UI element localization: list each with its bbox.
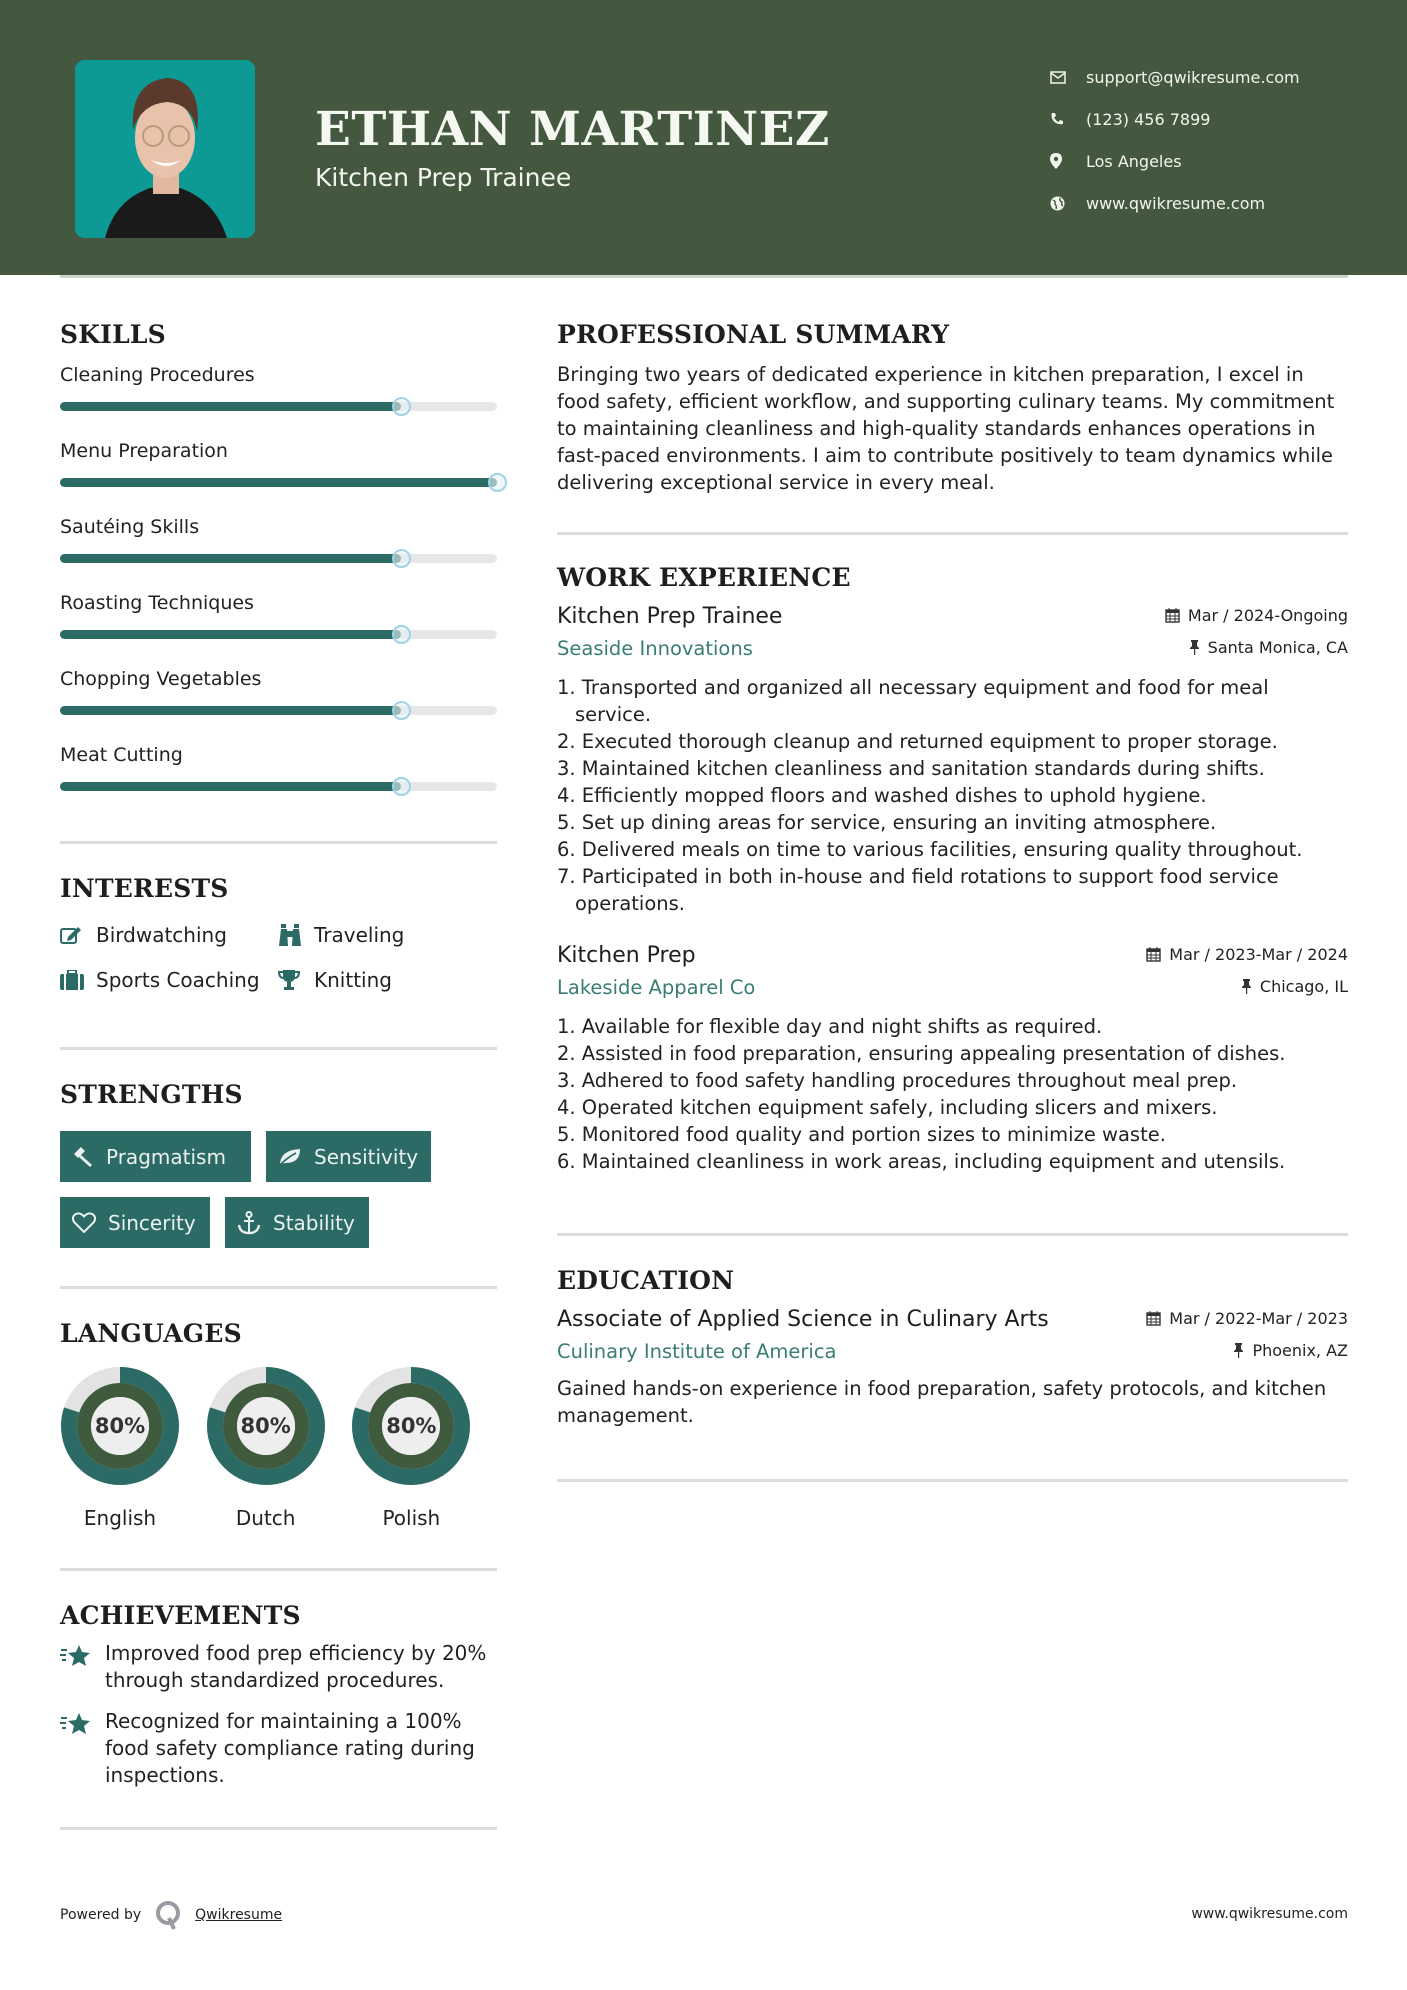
job-dates: Mar / 2023-Mar / 2024: [1146, 945, 1348, 964]
skill-item: [60, 513, 497, 589]
strengths-title: STRENGTHS: [60, 1080, 243, 1109]
strength-label: Sincerity: [108, 1210, 196, 1235]
education-title: EDUCATION: [557, 1266, 735, 1295]
language-item: [206, 1366, 352, 1530]
language-donut: [351, 1366, 471, 1486]
person-photo-icon: [75, 60, 255, 238]
pushpin-icon: [1233, 1343, 1244, 1358]
strength-label: Pragmatism: [106, 1144, 226, 1169]
interests-section: [60, 874, 497, 995]
interest-item: [60, 919, 278, 950]
summary-section: [557, 320, 1348, 496]
skill-bar: [60, 478, 497, 487]
summary-title: PROFESSIONAL SUMMARY: [557, 320, 950, 349]
education-section: [557, 1266, 1348, 1429]
strength-badge: [60, 1131, 251, 1182]
section-divider: [60, 1047, 497, 1050]
language-item: [351, 1366, 497, 1530]
skill-item: [60, 361, 497, 437]
skill-item: [60, 741, 497, 817]
section-divider: [60, 1286, 497, 1289]
skill-knob: [392, 777, 411, 796]
profile-photo: [75, 60, 255, 238]
bullet-item: 1. Transported and organized all necessary equipment and food for meal service.: [557, 676, 1269, 726]
language-percent: 80%: [240, 1414, 291, 1438]
job-bullets: [557, 1013, 1348, 1175]
job-bullets: [557, 674, 1348, 917]
language-name: Polish: [382, 1506, 441, 1530]
left-column: [60, 320, 497, 1830]
education-dates: Mar / 2022-Mar / 2023: [1146, 1309, 1348, 1328]
bullet-item: 7. Participated in both in-house and field rotations to support food service operations.: [557, 865, 1279, 915]
qwikresume-link[interactable]: Qwikresume: [195, 1907, 283, 1923]
job-entry: [557, 943, 1348, 1175]
globe-icon: [1050, 196, 1086, 211]
contact-email[interactable]: [1050, 56, 1300, 98]
degree-title: Associate of Applied Science in Culinary Arts: [557, 1307, 1049, 1332]
skill-knob: [392, 625, 411, 644]
shooting-star-icon: [60, 1708, 105, 1789]
suitcase-icon: [60, 970, 96, 990]
languages-section: [60, 1319, 497, 1530]
contact-phone-text: (123) 456 7899: [1086, 109, 1211, 129]
job-title: Kitchen Prep: [557, 943, 696, 968]
interest-label: Sports Coaching: [96, 967, 260, 992]
skill-knob: [392, 397, 411, 416]
bullet-item: 1. Available for flexible day and night shifts as required.: [557, 1015, 1103, 1038]
work-section: [557, 563, 1348, 1175]
interest-item: [278, 964, 478, 995]
achievement-text: Improved food prep efficiency by 20% through standardized procedures.: [105, 1641, 487, 1692]
interest-label: Knitting: [314, 967, 392, 992]
skill-bar: [60, 706, 497, 715]
job-company: Seaside Innovations: [557, 637, 753, 660]
skill-bar: [60, 402, 497, 411]
interests-title: INTERESTS: [60, 874, 229, 903]
language-donut: [60, 1366, 180, 1486]
job-dates: Mar / 2024-Ongoing: [1165, 606, 1348, 625]
contact-list: [1050, 56, 1300, 224]
contact-email-text: support@qwikresume.com: [1086, 67, 1300, 87]
section-divider: [60, 1568, 497, 1571]
contact-location-text: Los Angeles: [1086, 151, 1182, 171]
language-donut: [206, 1366, 326, 1486]
candidate-name: ETHAN MARTINEZ: [315, 102, 830, 157]
interest-item: [60, 964, 278, 995]
map-marker-icon: [1050, 153, 1086, 169]
skills-section: [60, 320, 497, 817]
job-location: Santa Monica, CA: [1189, 638, 1348, 657]
interest-label: Traveling: [314, 922, 405, 947]
qwikresume-logo-icon: [155, 1900, 181, 1930]
achievements-title: ACHIEVEMENTS: [60, 1601, 301, 1630]
language-item: [60, 1366, 206, 1530]
footer-powered-by: [60, 1900, 282, 1930]
section-divider: [60, 841, 497, 844]
skill-item: [60, 665, 497, 741]
skill-label: Meat Cutting: [60, 744, 183, 766]
skill-label: Roasting Techniques: [60, 592, 254, 614]
bullet-item: 2. Executed thorough cleanup and returned equipment to proper storage.: [557, 730, 1278, 753]
resume-header: [0, 0, 1407, 275]
envelope-icon: [1050, 71, 1086, 84]
pushpin-icon: [1241, 979, 1252, 994]
education-description: Gained hands-on experience in food preparation, safety protocols, and kitchen management.: [557, 1377, 1327, 1427]
languages-title: LANGUAGES: [60, 1319, 242, 1348]
bullet-item: 6. Delivered meals on time to various facilities, ensuring quality throughout.: [557, 838, 1303, 861]
education-location: Phoenix, AZ: [1233, 1341, 1348, 1360]
contact-location: [1050, 140, 1300, 182]
strength-label: Sensitivity: [314, 1144, 419, 1169]
skill-item: [60, 589, 497, 665]
pushpin-icon: [1189, 640, 1200, 655]
skill-label: Sautéing Skills: [60, 516, 200, 538]
trophy-icon: [278, 969, 314, 991]
work-title: WORK EXPERIENCE: [557, 563, 851, 592]
language-percent: 80%: [386, 1414, 437, 1438]
gavel-icon: [72, 1146, 94, 1168]
powered-by-label: Powered by: [60, 1907, 142, 1923]
school-name: Culinary Institute of America: [557, 1340, 837, 1363]
skill-knob: [392, 549, 411, 568]
candidate-title: Kitchen Prep Trainee: [315, 163, 572, 192]
skills-title: SKILLS: [60, 320, 166, 349]
heart-icon: [72, 1212, 96, 1233]
bullet-item: 3. Maintained kitchen cleanliness and sanitation standards during shifts.: [557, 757, 1265, 780]
bullet-item: 5. Monitored food quality and portion sizes to minimize waste.: [557, 1123, 1166, 1146]
strength-label: Stability: [273, 1210, 355, 1235]
strength-badge: [60, 1197, 210, 1248]
language-name: Dutch: [235, 1506, 296, 1530]
calendar-icon: [1165, 608, 1180, 623]
bullet-item: 4. Efficiently mopped floors and washed dishes to uphold hygiene.: [557, 784, 1207, 807]
section-divider: [557, 1233, 1348, 1236]
bullet-item: 6. Maintained cleanliness in work areas, including equipment and utensils.: [557, 1150, 1286, 1173]
strength-badge: [266, 1131, 431, 1182]
section-divider: [60, 1827, 497, 1830]
header-divider: [60, 275, 1348, 278]
achievement-text: Recognized for maintaining a 100% food safety compliance rating during inspections.: [105, 1709, 475, 1787]
calendar-icon: [1146, 1311, 1161, 1326]
contact-website-text: www.qwikresume.com: [1086, 193, 1266, 213]
skill-label: Cleaning Procedures: [60, 364, 255, 386]
shooting-star-icon: [60, 1640, 105, 1694]
achievement-item: [60, 1640, 497, 1694]
skill-bar: [60, 782, 497, 791]
skill-bar: [60, 630, 497, 639]
achievement-item: [60, 1708, 497, 1789]
strengths-section: [60, 1080, 497, 1248]
leaf-icon: [278, 1147, 302, 1167]
strength-badge: [225, 1197, 369, 1248]
interest-item: [278, 919, 478, 950]
bullet-item: 2. Assisted in food preparation, ensuring appealing presentation of dishes.: [557, 1042, 1286, 1065]
skill-item: [60, 437, 497, 513]
bullet-item: 3. Adhered to food safety handling procedures throughout meal prep.: [557, 1069, 1238, 1092]
section-divider: [557, 532, 1348, 535]
achievements-section: [60, 1601, 497, 1789]
job-entry: [557, 604, 1348, 917]
bullet-item: 5. Set up dining areas for service, ensuring an inviting atmosphere.: [557, 811, 1217, 834]
language-name: English: [83, 1506, 157, 1530]
section-divider: [557, 1479, 1348, 1482]
contact-phone[interactable]: [1050, 98, 1300, 140]
anchor-icon: [237, 1211, 261, 1235]
job-location: Chicago, IL: [1241, 977, 1348, 996]
skill-knob: [488, 473, 507, 492]
footer-website-link[interactable]: www.qwikresume.com: [1191, 1906, 1348, 1922]
skill-label: Menu Preparation: [60, 440, 228, 462]
calendar-icon: [1146, 947, 1161, 962]
skill-knob: [392, 701, 411, 720]
binoculars-icon: [278, 924, 314, 946]
skill-label: Chopping Vegetables: [60, 668, 262, 690]
phone-icon: [1050, 112, 1086, 126]
bullet-item: 4. Operated kitchen equipment safely, including slicers and mixers.: [557, 1096, 1218, 1119]
job-title: Kitchen Prep Trainee: [557, 604, 783, 629]
summary-text: Bringing two years of dedicated experience in kitchen preparation, I excel in food safety, efficient workflow, and supporting culinary teams. My commitment to maintaining cleanliness and high-quality standards enhances operations in fast-paced environments. I aim to contribute positively to team dynamics while delivering exceptional service in every meal.: [557, 363, 1335, 494]
language-percent: 80%: [94, 1414, 146, 1438]
job-company: Lakeside Apparel Co: [557, 976, 756, 999]
edit-icon: [60, 925, 96, 945]
skill-bar: [60, 554, 497, 563]
right-column: [557, 320, 1348, 1482]
interest-label: Birdwatching: [96, 922, 227, 947]
contact-website[interactable]: [1050, 182, 1300, 224]
